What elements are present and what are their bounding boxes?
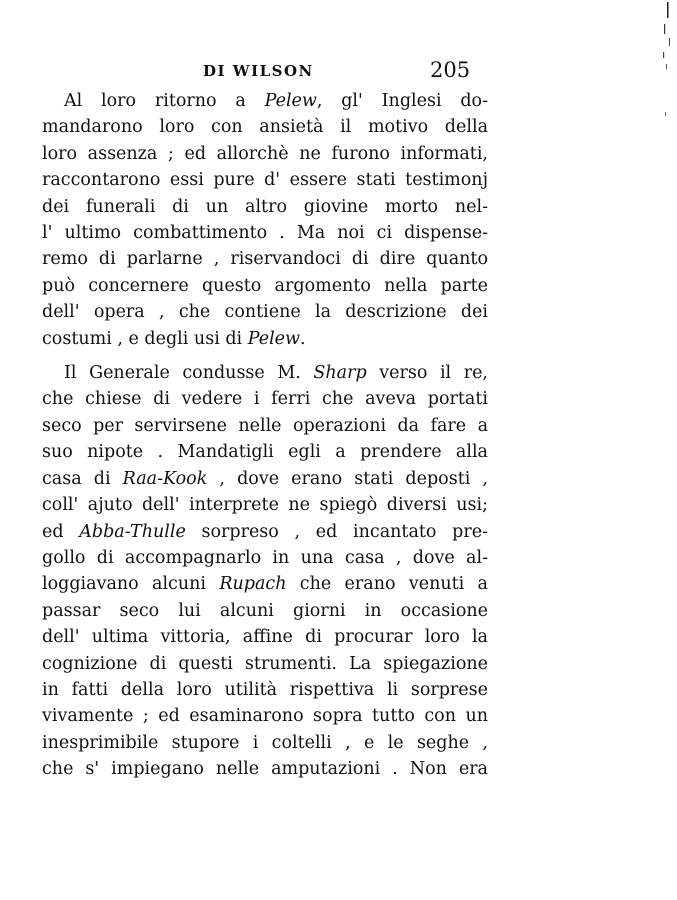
text-line: che chiese di vedere i ferri che aveva portati — [42, 389, 488, 410]
italic-name: Pelew — [247, 328, 300, 349]
text-line: passar seco lui alcuni giorni in occasione — [42, 600, 488, 621]
text-line: seco per servirsene nelle operazioni da fare a — [42, 415, 488, 436]
italic-name: Rupach — [219, 574, 287, 595]
paragraph — [42, 88, 488, 352]
text-line: mandarono loro con ansietà il motivo della — [42, 117, 488, 138]
text-line: suo nipote . Mandatigli egli a prendere alla — [42, 442, 488, 463]
running-head — [0, 58, 677, 84]
italic-name: Raa-Kook — [122, 468, 208, 489]
text-line: dell' ultima vittoria, affine di procurar loro la — [42, 627, 488, 648]
text-line: raccontarono essi pure d' essere stati testimonj — [42, 170, 488, 191]
text-line: in fatti della loro utilità rispettiva li sorprese — [42, 679, 488, 700]
body-text — [42, 88, 488, 783]
running-head-title: DI WILSON — [203, 62, 314, 80]
text-line: casa di Raa-Kook , dove erano stati deposti , — [42, 468, 488, 489]
text-line: l' ultimo combattimento . Ma noi ci dispense- — [42, 223, 488, 244]
text-line: coll' ajuto dell' interprete ne spiegò diversi usi; — [42, 495, 488, 516]
text-line: costumi , e degli usi di Pelew. — [42, 328, 306, 349]
text-line: loggiavano alcuni Rupach che erano venuti a — [42, 574, 488, 595]
text-line: ed Abba-Thulle sorpreso , ed incantato pre- — [42, 521, 488, 542]
italic-name: Sharp — [313, 363, 367, 384]
italic-name: Abba-Thulle — [79, 521, 186, 542]
page-number: 205 — [430, 58, 471, 82]
text-line: loro assenza ; ed allorchè ne furono informati, — [42, 143, 488, 164]
paragraph — [42, 360, 488, 783]
text-line: Il Generale condusse M. Sharp verso il re, — [64, 363, 488, 384]
page-edge-speckles — [653, 0, 677, 900]
text-line: che s' impiegano nelle amputazioni . Non era — [42, 759, 488, 780]
text-line: gollo di accompagnarlo in una casa , dove al- — [42, 547, 488, 568]
text-line: cognizione di questi strumenti. La spiegazione — [42, 653, 488, 674]
text-line: Al loro ritorno a Pelew, gl' Inglesi do- — [64, 91, 489, 111]
text-line: inesprimibile stupore i coltelli , e le seghe , — [42, 732, 488, 753]
text-line: dei funerali di un altro giovine morto nel- — [42, 196, 488, 217]
text-line: dell' opera , che contiene la descrizione dei — [42, 302, 488, 323]
italic-name: Pelew — [264, 91, 317, 111]
text-line: remo di parlarne , riservandoci di dire quanto — [42, 249, 488, 270]
text-line: può concernere questo argomento nella parte — [42, 275, 488, 296]
text-line: vivamente ; ed esaminarono sopra tutto con un — [42, 706, 488, 727]
